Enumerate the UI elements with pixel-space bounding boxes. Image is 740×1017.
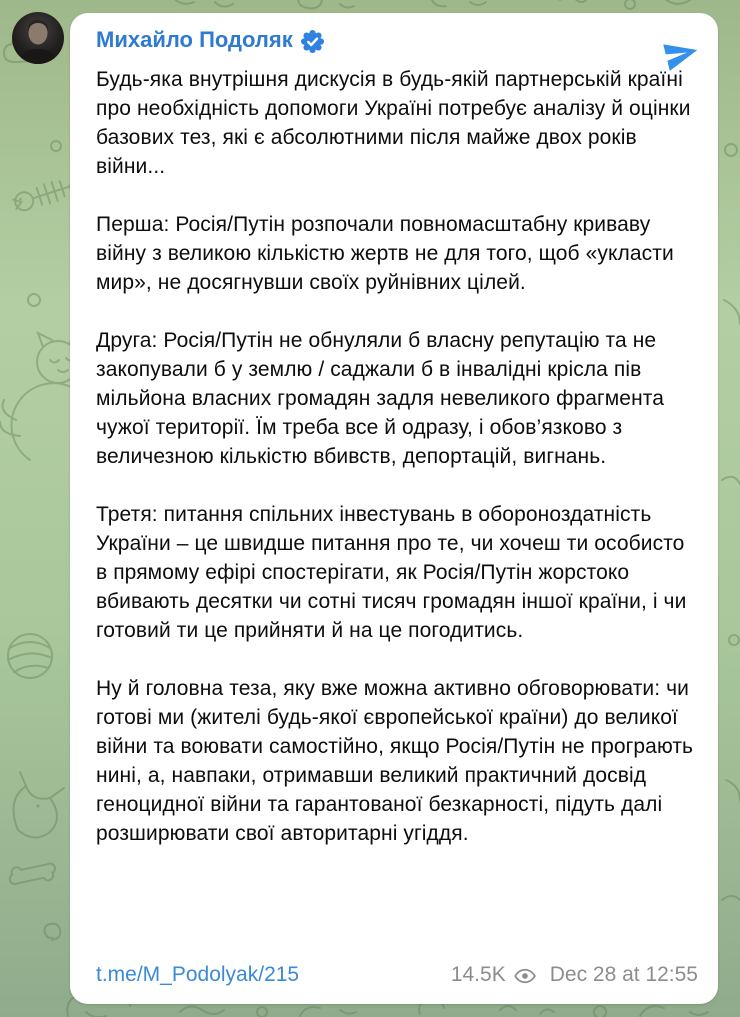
paragraph-main-thesis: Ну й головна теза, яку вже можна активно обговорювати: чи готові ми (жителі будь-якої європейської країни) до великої війни та воювати самостійно, якщо Росія/Путін не програють нині, а, навпаки, отримавши великий практичний досвід геноцидної війни та гарантованої безкарності, підуть далі розширювати свої авторитарні угіддя.	[96, 677, 694, 845]
channel-avatar[interactable]	[12, 12, 64, 64]
doodle-top-strip	[170, 0, 690, 9]
message-meta	[451, 962, 698, 988]
message-text	[96, 65, 698, 848]
doodle-spiral	[45, 924, 61, 940]
message-footer	[96, 962, 698, 990]
views	[451, 962, 536, 988]
paragraph-third-thesis: Третя: питання спільних інвестувань в обороноздатність України – це швидше питання про те, чи хочеш ти особисто в прямому ефірі спостерігати, як Росія/Путін жорстоко вбивають десятки чи сотні тисяч громадян іншої країни, і чи готовий ти це прийняти й на це погодитись.	[96, 503, 687, 642]
doodle-bone	[7, 850, 57, 897]
paragraph-intro: Будь-яка внутрішня дискусія в будь-якій партнерській країні про необхідність допомоги Україні потребує аналізу й оцінки базових тез, які є абсолютними після майже двох років війни...	[96, 68, 691, 178]
views-eye-icon	[514, 968, 536, 984]
message-header	[96, 27, 698, 53]
views-count: 14.5K	[450, 963, 506, 986]
telegram-share-icon[interactable]	[660, 35, 702, 73]
doodle-yarn-ball	[8, 634, 52, 678]
post-date: Dec 28 at 12:55	[549, 963, 698, 986]
paragraph-second-thesis: Друга: Росія/Путін не обнуляли б власну репутацію та не закопували б у землю / саджали б в інвалідні крісла пів мільйона власних громадян задля невеликого фрагмента чужої території. Їм треба все й одразу, і обов’язково з величезною кількістю вбивств, депортацій, вигнань.	[96, 329, 665, 468]
channel-name[interactable]: Михайло Подоляк	[96, 27, 293, 52]
paragraph-first-thesis: Перша: Росія/Путін розпочали повномасштабну криваву війну з великою кількістю жертв не для того, щоб «укласти мир», не досягнувши своїх руйнівних цілей.	[96, 213, 674, 294]
post-link[interactable]: t.me/M_Podolyak/215	[96, 963, 300, 986]
doodle-right-strip	[722, 144, 740, 900]
verified-badge-icon	[301, 30, 324, 53]
doodle-dog-howling	[14, 772, 65, 838]
avatar-portrait	[12, 12, 64, 64]
message-bubble	[70, 13, 718, 1004]
